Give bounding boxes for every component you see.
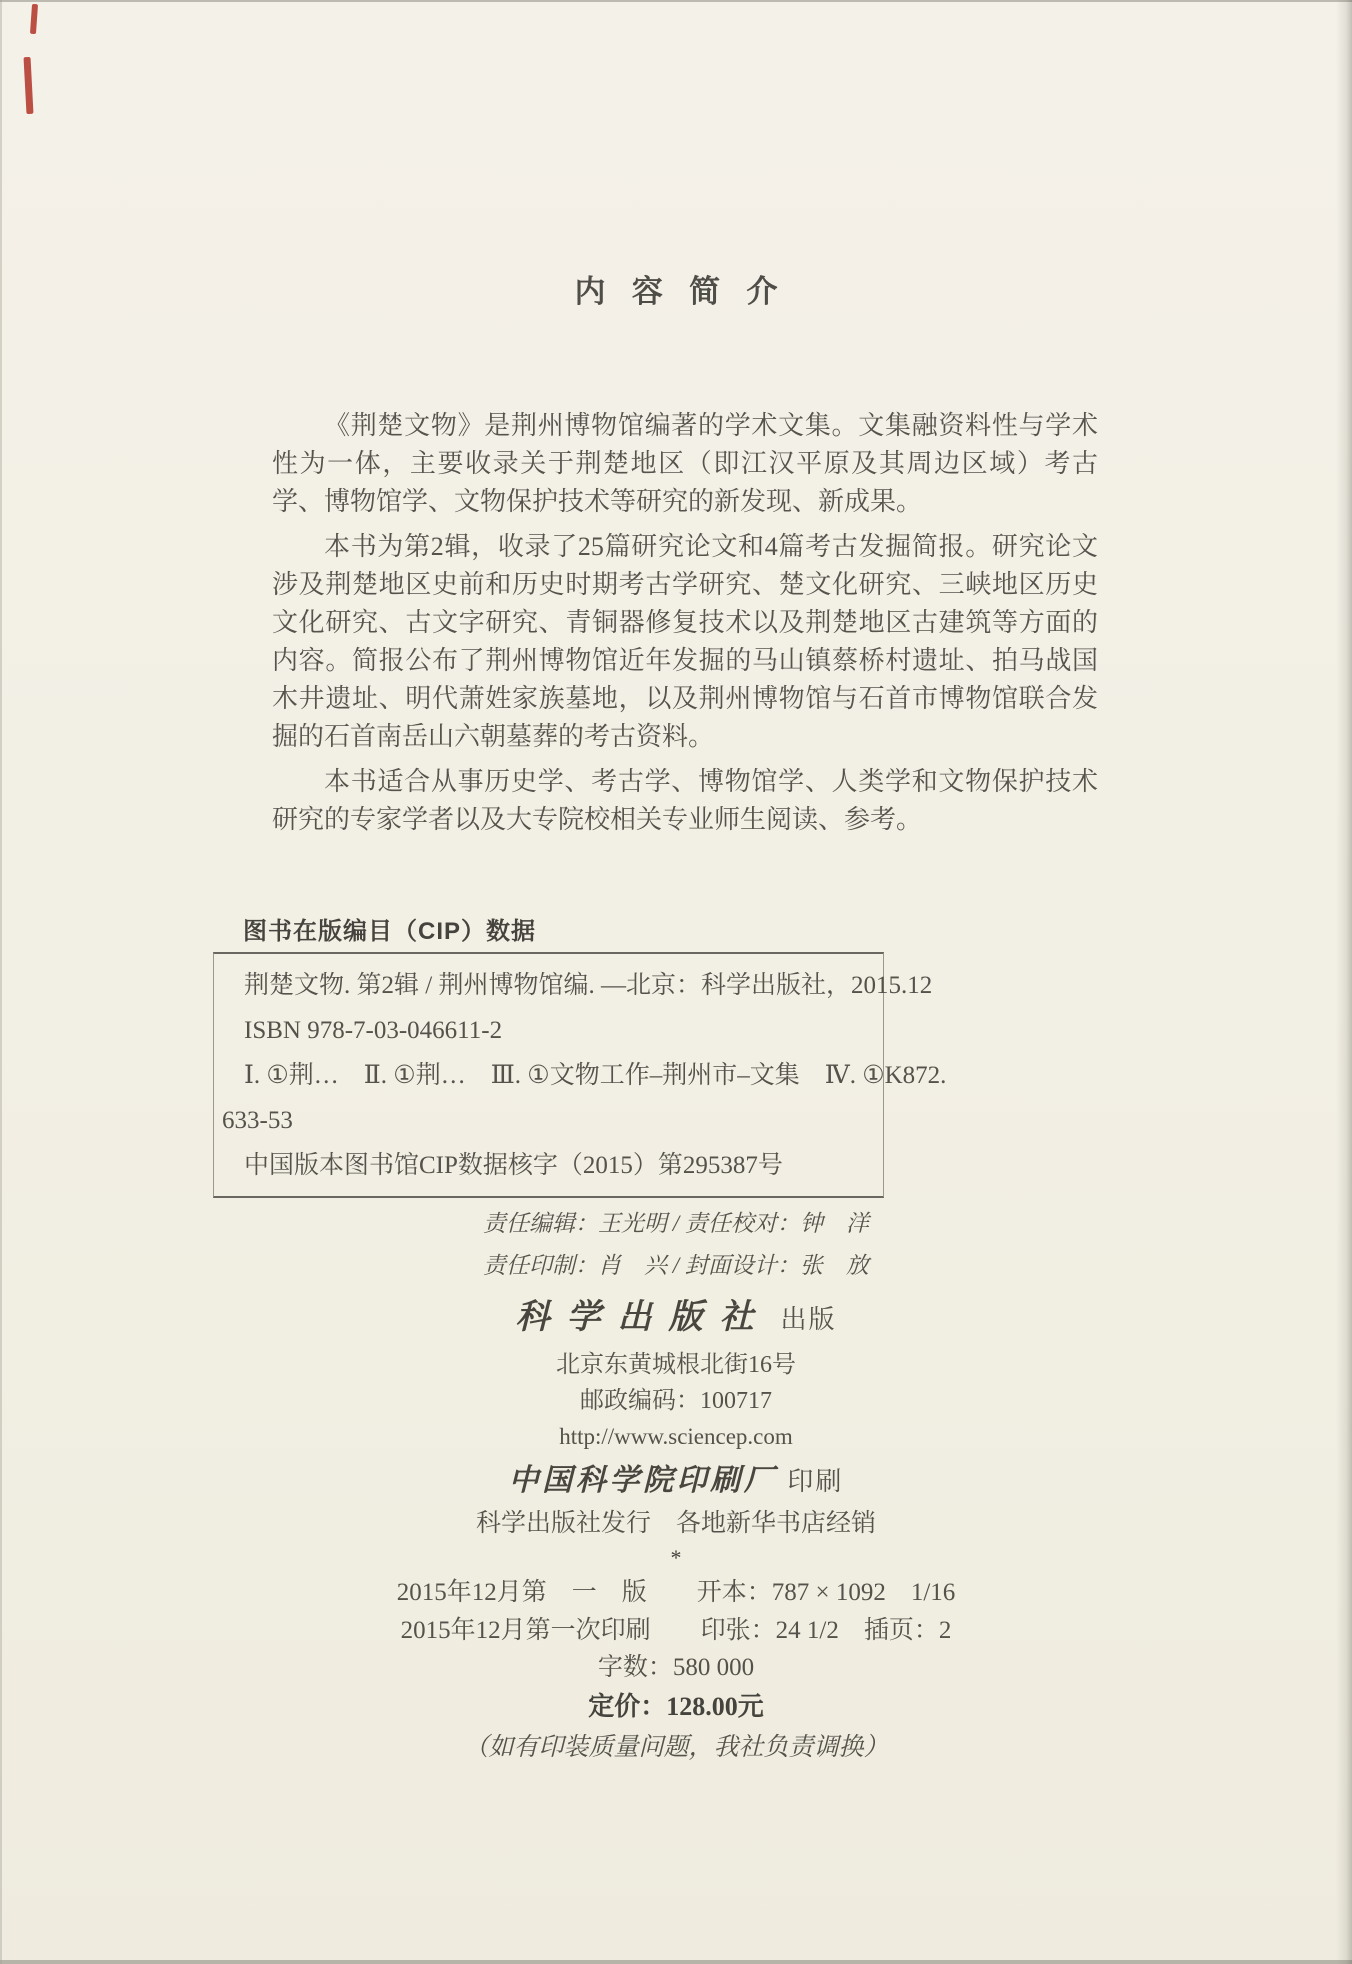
editors-line: 责任编辑：王光明 / 责任校对：钟 洋 xyxy=(483,1211,869,1236)
cip-classification-line: Ⅰ. ①荆… Ⅱ. ①荆… Ⅲ. ①文物工作–荆州市–文集 Ⅳ. ①K872. xyxy=(244,1062,947,1089)
intro-paragraph: 本书为第2辑，收录了25篇研究论文和4篇考古发掘简报。研究论文涉及荆楚地区史前和历史时期考古学研究、楚文化研究、三峡地区历史文化研究、古文字研究、青铜器修复技术以及荆楚地区古建筑等方面的内容。简报公布了荆州博物馆近年发掘的马山镇蔡桥村遗址、拍马战国木井遗址、明代萧姓家族墓地，以及荆州博物馆与石首市博物馆联合发掘的石首南岳山六朝墓葬的考古资料。 xyxy=(272,532,1098,751)
postcode-line: 邮政编码：100717 xyxy=(580,1388,772,1414)
wordcount-line: 字数：580 000 xyxy=(597,1654,755,1681)
impression-line: 2015年12月第一次印刷 印张：24 1/2 插页：2 xyxy=(400,1617,952,1644)
distribution-line: 科学出版社发行 各地新华书店经销 xyxy=(475,1510,876,1537)
edition-line: 2015年12月第 一 版 开本：787 × 1092 1/16 xyxy=(396,1579,956,1606)
scan-edge-bottom xyxy=(0,1960,1352,1964)
intro-paragraph: 《荆楚文物》是荆州博物馆编著的学术文集。文集融资料性与学术性为一体，主要收录关于荆楚地区（即江汉平原及其周边区域）考古学、博物馆学、文物保护技术等研究的新发现、新成果。 xyxy=(272,411,1098,516)
page-title: 内容简介 xyxy=(574,274,804,309)
cip-line: 荆楚文物. 第2辑 / 荆州博物馆编. —北京：科学出版社，2015.12 xyxy=(244,972,933,999)
printer-logotype: 中国科学院印刷厂 xyxy=(508,1464,778,1497)
red-ink-mark xyxy=(30,4,38,34)
cip-data-box xyxy=(213,952,947,1198)
cip-section xyxy=(213,916,947,1198)
intro-paragraph: 本书适合从事历史学、考古学、博物馆学、人类学和文物保护技术研究的专家学者以及大专院校相关专业师生阅读、参考。 xyxy=(272,767,1098,834)
cip-isbn-line: ISBN 978-7-03-046611-2 xyxy=(244,1017,503,1044)
colophon xyxy=(0,1200,1352,1763)
printer-suffix: 印刷 xyxy=(787,1467,844,1496)
publisher-suffix: 出版 xyxy=(780,1305,837,1334)
price-line: 定价：128.00元 xyxy=(588,1692,764,1721)
website-line: http://www.sciencep.com xyxy=(559,1424,793,1449)
content-summary xyxy=(272,407,1098,839)
red-ink-mark xyxy=(24,57,34,114)
printer-line xyxy=(0,1463,1352,1501)
scan-edge-top xyxy=(0,0,1352,2)
publisher-logotype: 科学出版社 xyxy=(515,1299,771,1336)
cip-heading: 图书在版编目（CIP）数据 xyxy=(243,918,537,945)
publisher-line xyxy=(0,1298,1352,1341)
separator-star: * xyxy=(670,1545,682,1570)
cip-record-number-line: 中国版本图书馆CIP数据核字（2015）第295387号 xyxy=(244,1152,783,1179)
address-line: 北京东黄城根北街16号 xyxy=(556,1352,796,1378)
cip-classification-continuation: 633-53 xyxy=(222,1107,293,1134)
print-design-line: 责任印制：肖 兴 / 封面设计：张 放 xyxy=(483,1253,869,1278)
exchange-note-line: （如有印装质量问题，我社负责调换） xyxy=(463,1734,889,1761)
